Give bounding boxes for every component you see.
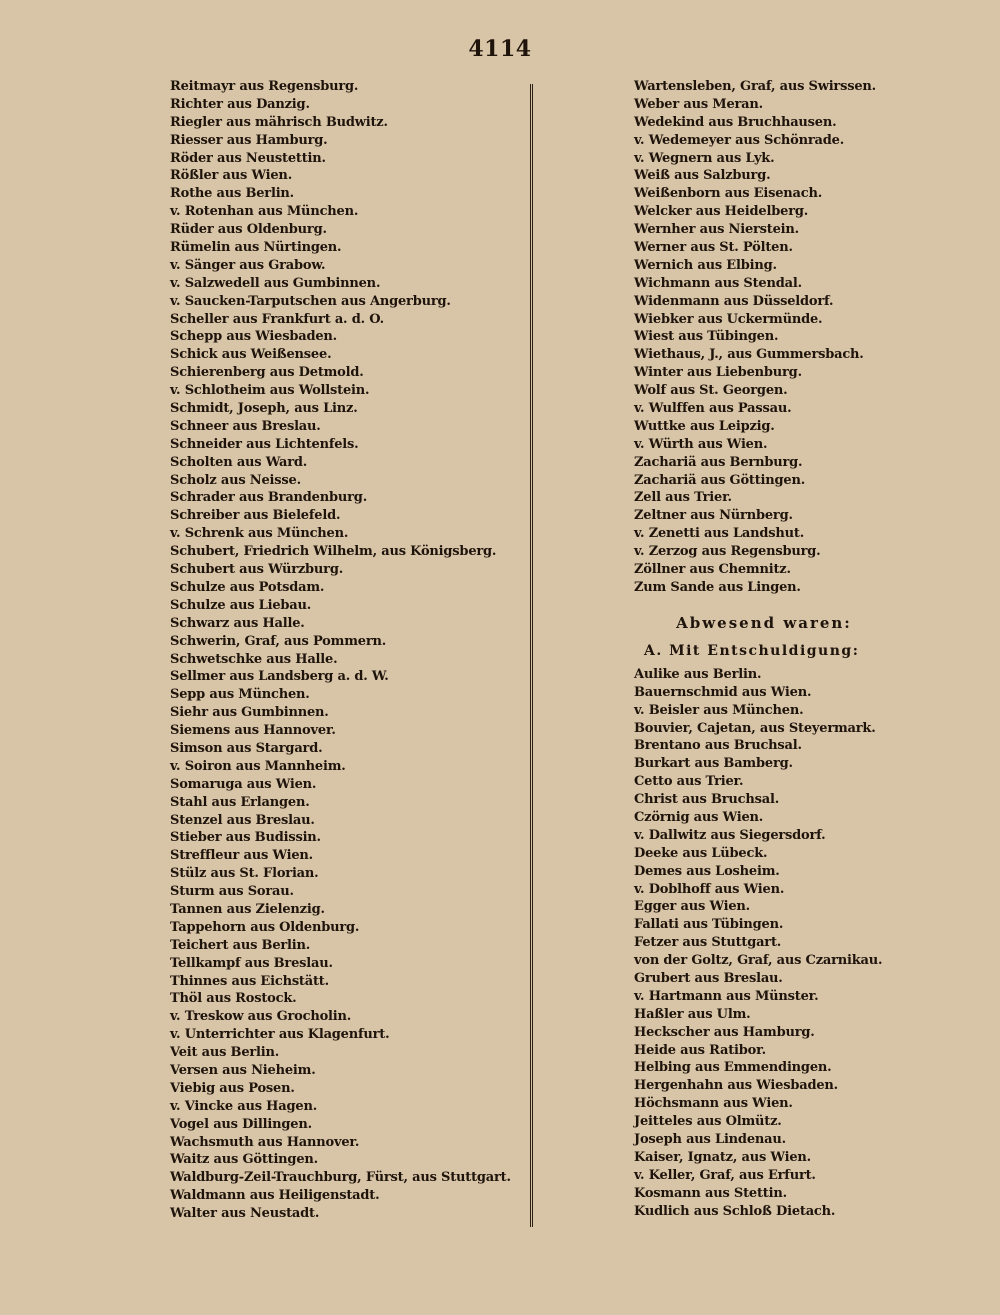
list-item: Versen aus Nieheim. <box>170 1062 316 1078</box>
list-item: Scholten aus Ward. <box>170 454 308 470</box>
list-item: v. Wegnern aus Lyk. <box>634 150 775 166</box>
list-item: Schwetschke aus Halle. <box>170 651 338 667</box>
list-item: Joseph aus Lindenau. <box>634 1131 786 1147</box>
list-item: Wiethaus, J., aus Gummersbach. <box>634 347 864 363</box>
list-item: Egger aus Wien. <box>634 899 751 915</box>
list-item: Kudlich aus Schloß Dietach. <box>634 1203 836 1219</box>
list-item: Höchsmann aus Wien. <box>634 1096 793 1112</box>
list-item: Wachsmuth aus Hannover. <box>170 1134 360 1150</box>
list-item: von der Goltz, Graf, aus Czarnikau. <box>634 953 883 969</box>
list-item: Schrader aus Brandenburg. <box>170 490 368 506</box>
list-item: v. Rotenhan aus München. <box>170 204 359 220</box>
list-item: v. Doblhoff aus Wien. <box>634 881 785 897</box>
list-item: v. Vincke aus Hagen. <box>170 1098 318 1114</box>
list-item: Schwarz aus Halle. <box>170 615 305 631</box>
list-item: Demes aus Losheim. <box>634 863 780 879</box>
list-item: Sepp aus München. <box>170 687 310 703</box>
list-item: Teichert aus Berlin. <box>170 937 311 953</box>
list-item: Fetzer aus Stuttgart. <box>634 935 782 951</box>
list-item: Schneer aus Breslau. <box>170 418 321 434</box>
list-item: Waldmann aus Heiligenstadt. <box>170 1188 380 1204</box>
list-item: v. Schlotheim aus Wollstein. <box>170 383 370 399</box>
list-item: Somaruga aus Wien. <box>170 776 317 792</box>
list-item: Walter aus Neustadt. <box>170 1206 320 1222</box>
list-item: Scholz aus Neisse. <box>170 472 301 488</box>
list-item: Riesser aus Hamburg. <box>170 132 328 148</box>
list-item: Richter aus Danzig. <box>170 96 310 112</box>
list-item: v. Zenetti aus Landshut. <box>634 526 805 542</box>
list-item: Jeitteles aus Olmütz. <box>634 1114 782 1130</box>
list-item: Schmidt, Joseph, aus Linz. <box>170 401 358 417</box>
list-item: v. Beisler aus München. <box>634 702 804 718</box>
list-item: Wernich aus Elbing. <box>634 257 777 273</box>
list-item: Winter aus Liebenburg. <box>634 365 802 381</box>
list-item: Wiebker aus Uckermünde. <box>634 311 823 327</box>
page-number: 4114 <box>468 36 532 62</box>
list-item: Werner aus St. Pölten. <box>634 240 793 256</box>
list-item: Wuttke aus Leipzig. <box>634 418 775 434</box>
list-item: Schulze aus Liebau. <box>170 597 312 613</box>
list-item: v. Wedemeyer aus Schönrade. <box>634 132 845 148</box>
list-item: Zöllner aus Chemnitz. <box>634 562 791 578</box>
list-item: Wedekind aus Bruchhausen. <box>634 114 837 130</box>
list-item: Kaiser, Ignatz, aus Wien. <box>634 1149 811 1165</box>
list-item: Bouvier, Cajetan, aus Steyermark. <box>634 720 876 736</box>
list-item: Czörnig aus Wien. <box>634 809 764 825</box>
list-item: Burkart aus Bamberg. <box>634 756 793 772</box>
bleed-through-marks <box>100 1250 320 1273</box>
list-item: Schepp aus Wiesbaden. <box>170 329 338 345</box>
list-item: Schubert aus Würzburg. <box>170 562 344 578</box>
list-item: Schneider aus Lichtenfels. <box>170 436 359 452</box>
list-item: v. Zerzog aus Regensburg. <box>634 544 821 560</box>
list-item: Welcker aus Heidelberg. <box>634 204 809 220</box>
list-item: Stahl aus Erlangen. <box>170 794 310 810</box>
list-item: Reitmayr aus Regensburg. <box>170 79 359 94</box>
list-item: Rümelin aus Nürtingen. <box>170 240 342 256</box>
list-item: Aulike aus Berlin. <box>634 666 762 682</box>
list-item: v. Wulffen aus Passau. <box>634 401 792 417</box>
list-item: Veit aus Berlin. <box>170 1045 280 1061</box>
list-item: Waldburg-Zeil-Trauchburg, Fürst, aus Stuttgart. <box>170 1170 511 1186</box>
list-item: Zell aus Trier. <box>634 490 732 506</box>
list-item: Wolf aus St. Georgen. <box>634 383 788 399</box>
list-item: v. Keller, Graf, aus Erfurt. <box>634 1167 816 1183</box>
list-item: Schubert, Friedrich Wilhelm, aus Königsberg. <box>170 544 497 560</box>
list-item: Rüder aus Oldenburg. <box>170 222 327 238</box>
list-item: Thinnes aus Eichstätt. <box>170 973 329 989</box>
list-item: Weber aus Meran. <box>634 96 763 112</box>
list-item: Wiest aus Tübingen. <box>634 329 779 345</box>
list-item: Brentano aus Bruchsal. <box>634 738 802 754</box>
list-item: Hergenhahn aus Wiesbaden. <box>634 1078 838 1094</box>
list-item: Weiß aus Salzburg. <box>634 168 771 184</box>
list-item: Stieber aus Budissin. <box>170 830 321 846</box>
list-item: Rößler aus Wien. <box>170 168 293 184</box>
absent-heading: Abwesend waren: <box>676 613 852 632</box>
list-item: Vogel aus Dillingen. <box>170 1116 312 1132</box>
list-item: Schick aus Weißensee. <box>170 347 332 363</box>
list-item: Sturm aus Sorau. <box>170 884 294 900</box>
left-column-list <box>170 78 522 1223</box>
list-item: Weißenborn aus Eisenach. <box>634 186 823 202</box>
list-item: v. Saucken-Tarputschen aus Angerburg. <box>170 293 451 309</box>
list-item: Zachariä aus Göttingen. <box>634 472 806 488</box>
excused-subheading: A. Mit Entschuldigung: <box>644 642 860 659</box>
list-item: Waitz aus Göttingen. <box>170 1152 318 1168</box>
list-item: Schierenberg aus Detmold. <box>170 365 364 381</box>
list-item: Thöl aus Rostock. <box>170 991 297 1007</box>
list-item: Haßler aus Ulm. <box>634 1006 751 1022</box>
list-item: Riegler aus mährisch Budwitz. <box>170 114 388 130</box>
list-item: Stenzel aus Breslau. <box>170 812 315 828</box>
list-item: v. Schrenk aus München. <box>170 526 349 542</box>
list-item: Heckscher aus Hamburg. <box>634 1024 815 1040</box>
list-item: Helbing aus Emmendingen. <box>634 1060 832 1076</box>
list-item: v. Dallwitz aus Siegersdorf. <box>634 827 826 843</box>
list-item: Simson aus Stargard. <box>170 740 323 756</box>
list-item: Zeltner aus Nürnberg. <box>634 508 793 524</box>
list-item: Widenmann aus Düsseldorf. <box>634 293 834 309</box>
list-item: Grubert aus Breslau. <box>634 970 783 986</box>
list-item: Schreiber aus Bielefeld. <box>170 508 341 524</box>
list-item: v. Unterrichter aus Klagenfurt. <box>170 1027 390 1043</box>
list-item: Tellkampf aus Breslau. <box>170 955 333 971</box>
list-item: Fallati aus Tübingen. <box>634 917 784 933</box>
list-item: Scheller aus Frankfurt a. d. O. <box>170 311 384 327</box>
right-column-list <box>634 78 934 1220</box>
list-item: v. Würth aus Wien. <box>634 436 768 452</box>
list-item: v. Salzwedell aus Gumbinnen. <box>170 275 381 291</box>
list-item: Viebig aus Posen. <box>170 1080 295 1096</box>
list-item: Siehr aus Gumbinnen. <box>170 705 329 721</box>
list-item: Rothe aus Berlin. <box>170 186 295 202</box>
list-item: v. Soiron aus Mannheim. <box>170 758 346 774</box>
list-item: Wartensleben, Graf, aus Swirssen. <box>634 79 876 94</box>
list-item: Cetto aus Trier. <box>634 774 744 790</box>
list-item: Schulze aus Potsdam. <box>170 579 325 595</box>
list-item: Tannen aus Zielenzig. <box>170 901 325 917</box>
list-item: Tappehorn aus Oldenburg. <box>170 919 360 935</box>
list-item: Sellmer aus Landsberg a. d. W. <box>170 669 389 685</box>
list-item: Heide aus Ratibor. <box>634 1042 766 1058</box>
list-item: Streffleur aus Wien. <box>170 848 314 864</box>
list-item: v. Sänger aus Grabow. <box>170 257 326 273</box>
list-item: Christ aus Bruchsal. <box>634 792 780 808</box>
list-item: Zum Sande aus Lingen. <box>634 579 801 595</box>
list-item: v. Hartmann aus Münster. <box>634 988 819 1004</box>
list-item: Bauernschmid aus Wien. <box>634 684 812 700</box>
list-item: Stülz aus St. Florian. <box>170 866 319 882</box>
list-item: Kosmann aus Stettin. <box>634 1185 787 1201</box>
list-item: Siemens aus Hannover. <box>170 723 336 739</box>
list-item: v. Treskow aus Grocholin. <box>170 1009 352 1025</box>
list-item: Schwerin, Graf, aus Pommern. <box>170 633 387 649</box>
present-list-continued <box>634 78 934 597</box>
excused-list <box>634 666 934 1221</box>
list-item: Zachariä aus Bernburg. <box>634 454 803 470</box>
list-item: Röder aus Neustettin. <box>170 150 326 166</box>
list-item: Wichmann aus Stendal. <box>634 275 802 291</box>
list-item: Deeke aus Lübeck. <box>634 845 768 861</box>
list-item: Wernher aus Nierstein. <box>634 222 799 238</box>
column-divider <box>530 84 533 1227</box>
